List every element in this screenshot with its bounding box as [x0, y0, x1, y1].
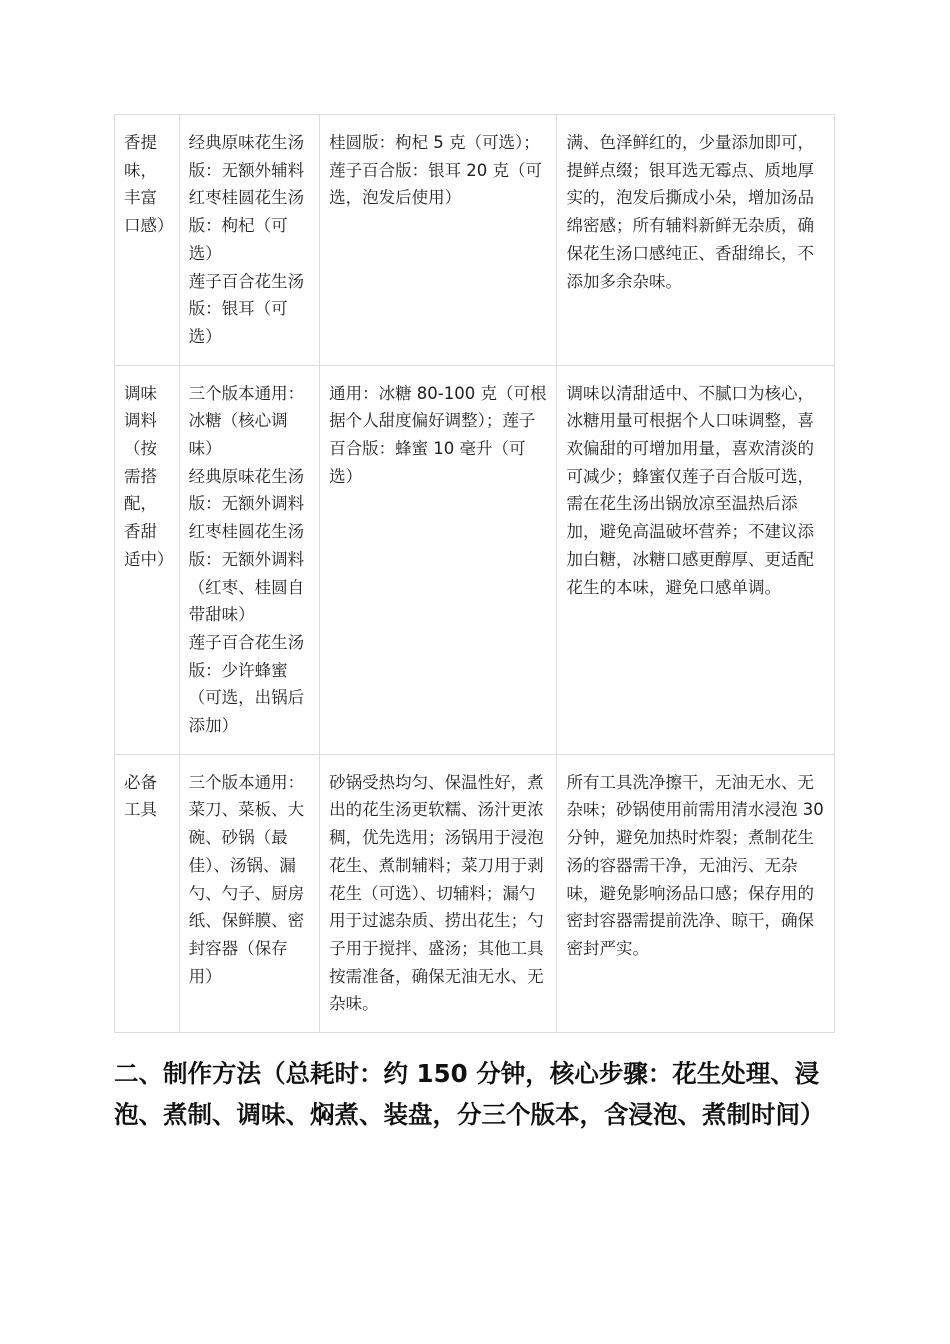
section-heading: 二、制作方法（总耗时：约 150 分钟，核心步骤：花生处理、浸泡、煮制、调味、焖煮、装盘，分三个版本，含浸泡、煮制时间） — [114, 1059, 825, 1129]
table-cell-category: 调味调料（按需搭配，香甜适中） — [115, 365, 180, 754]
table-cell-notes: 所有工具洗净擦干，无油无水、无杂味；砂锅使用前需用清水浸泡 30 分钟，避免加热时炸裂；煮制花生汤的容器需干净，无油污、无杂味，避免影响汤品口感；保存用的密封容器需提前洗净、晾干，确保密封严实。 — [557, 754, 835, 1032]
table-cell-amount: 通用：冰糖 80-100 克（可根据个人甜度偏好调整）；莲子百合版：蜂蜜 10 毫升（可选） — [320, 365, 557, 754]
table-cell-notes: 满、色泽鲜红的，少量添加即可，提鲜点缀；银耳选无霉点、质地厚实的，泡发后撕成小朵，增加汤品绵密感；所有辅料新鲜无杂质，确保花生汤口感纯正、香甜绵长，不添加多余杂味。 — [557, 115, 835, 366]
table-cell-versions: 三个版本通用：冰糖（核心调味） 经典原味花生汤版：无额外调料 红枣桂圆花生汤版：无额外调料（红枣、桂圆自带甜味） 莲子百合花生汤版：少许蜂蜜（可选，出锅后添加） — [179, 365, 319, 754]
table-cell-versions: 经典原味花生汤版：无额外辅料 红枣桂圆花生汤版：枸杞（可选） 莲子百合花生汤版：银耳（可选） — [179, 115, 319, 366]
table-cell-category: 香提味，丰富口感） — [115, 115, 180, 366]
table-cell-notes: 调味以清甜适中、不腻口为核心，冰糖用量可根据个人口味调整，喜欢偏甜的可增加用量，喜欢清淡的可减少；蜂蜜仅莲子百合版可选，需在花生汤出锅放凉至温热后添加，避免高温破坏营养；不建议添加白糖，冰糖口感更醇厚、更适配花生的本味，避免口感单调。 — [557, 365, 835, 754]
table-cell-amount: 桂圆版：枸杞 5 克（可选）；莲子百合版：银耳 20 克（可选，泡发后使用） — [320, 115, 557, 366]
table-row — [115, 115, 835, 366]
table-cell-category: 必备工具 — [115, 754, 180, 1032]
ingredients-table — [114, 114, 835, 1033]
table-cell-amount: 砂锅受热均匀、保温性好，煮出的花生汤更软糯、汤汁更浓稠，优先选用；汤锅用于浸泡花生、煮制辅料；菜刀用于剥花生（可选）、切辅料；漏勺用于过滤杂质、捞出花生；勺子用于搅拌、盛汤；其他工具按需准备，确保无油无水、无杂味。 — [320, 754, 557, 1032]
table-row — [115, 365, 835, 754]
table-row — [115, 754, 835, 1032]
table-cell-versions: 三个版本通用：菜刀、菜板、大碗、砂锅（最佳）、汤锅、漏勺、勺子、厨房纸、保鲜膜、密封容器（保存用） — [179, 754, 319, 1032]
